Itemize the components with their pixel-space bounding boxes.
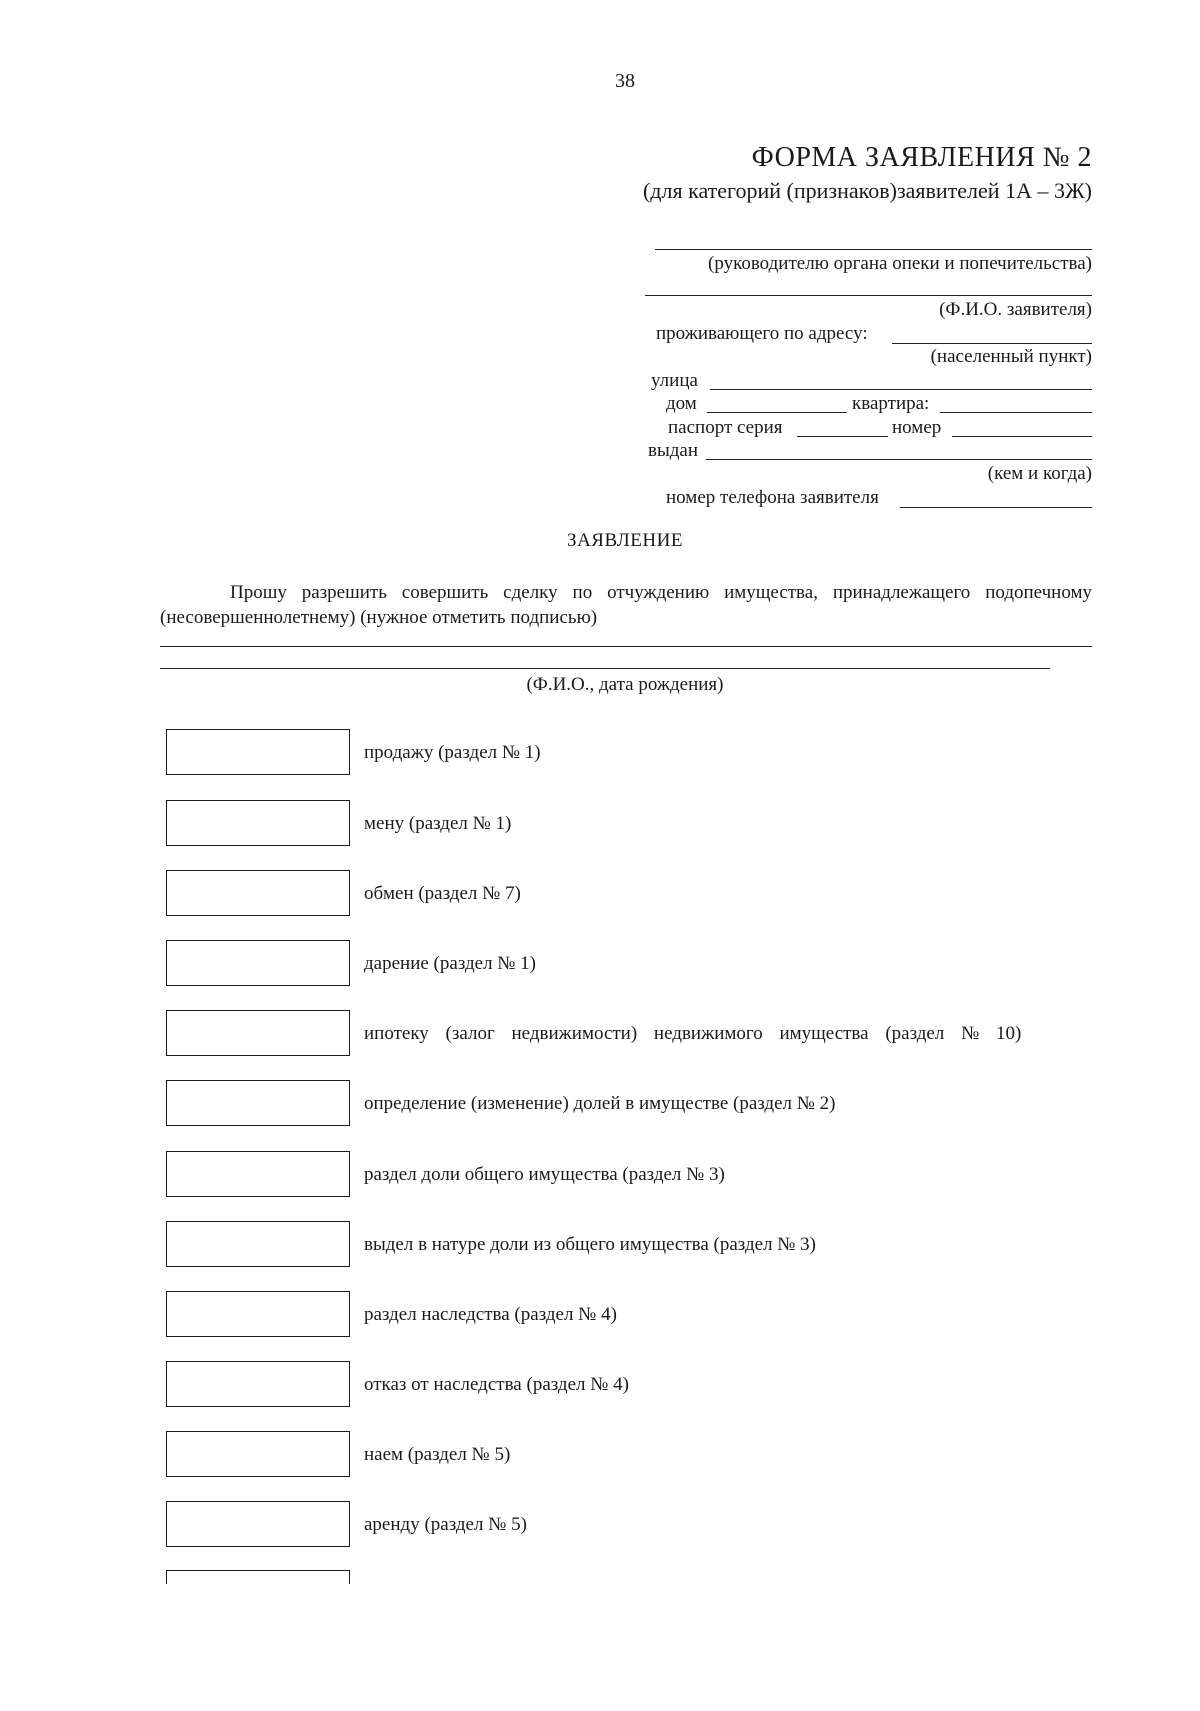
house-label: дом xyxy=(666,393,697,414)
option-label: ипотеку (залог недвижимости) недвижимого имущества (раздел № 10) xyxy=(364,1023,1022,1044)
option-checkbox[interactable] xyxy=(166,1291,350,1337)
page-number: 38 xyxy=(615,70,635,92)
applicant-name-caption: (Ф.И.О. заявителя) xyxy=(939,299,1092,320)
ward-caption: (Ф.И.О., дата рождения) xyxy=(526,674,724,695)
option-checkbox[interactable] xyxy=(166,870,350,916)
house-field[interactable] xyxy=(707,412,847,413)
apartment-field[interactable] xyxy=(940,412,1092,413)
option-label: дарение (раздел № 1) xyxy=(364,953,537,974)
recipient-head-caption: (руководителю органа опеки и попечительства) xyxy=(708,253,1092,274)
ward-field-line-2[interactable] xyxy=(160,668,1050,669)
street-label: улица xyxy=(651,370,698,391)
option-label: раздел наследства (раздел № 4) xyxy=(364,1304,617,1325)
applicant-name-field[interactable] xyxy=(645,295,1092,296)
option-checkbox[interactable] xyxy=(166,1361,350,1407)
address-label: проживающего по адресу: xyxy=(656,323,868,344)
option-checkbox[interactable] xyxy=(166,1221,350,1267)
ward-field-line-1[interactable] xyxy=(160,646,1092,647)
form-subtitle: (для категорий (признаков)заявителей 1А – 3Ж) xyxy=(642,178,1092,203)
option-label: выдел в натуре доли из общего имущества (раздел № 3) xyxy=(364,1234,817,1255)
locality-caption: (населенный пункт) xyxy=(930,346,1092,367)
passport-series-field[interactable] xyxy=(797,436,888,437)
issued-label: выдан xyxy=(648,440,699,461)
phone-label: номер телефона заявителя xyxy=(666,487,879,508)
passport-number-label: номер xyxy=(892,417,942,438)
option-label: обмен (раздел № 7) xyxy=(364,883,521,904)
recipient-head-field[interactable] xyxy=(655,249,1092,250)
phone-field[interactable] xyxy=(900,507,1092,508)
passport-series-label: паспорт серия xyxy=(668,417,783,438)
option-checkbox[interactable] xyxy=(166,800,350,846)
form-title: ФОРМА ЗАЯВЛЕНИЯ № 2 xyxy=(751,142,1092,173)
option-checkbox[interactable] xyxy=(166,1080,350,1126)
option-label: определение (изменение) долей в имуществе (раздел № 2) xyxy=(364,1093,836,1114)
option-label: раздел доли общего имущества (раздел № 3) xyxy=(364,1164,725,1185)
apartment-label: квартира: xyxy=(852,393,930,414)
issued-caption: (кем и когда) xyxy=(987,463,1092,484)
option-label: мену (раздел № 1) xyxy=(364,813,512,834)
statement-text: Прошу разрешить совершить сделку по отчуждению имущества, принадлежащего подопечному (несовершеннолетнему) (нужное отметить подписью) xyxy=(160,582,1092,628)
option-label: отказ от наследства (раздел № 4) xyxy=(364,1374,629,1395)
option-label: продажу (раздел № 1) xyxy=(364,742,541,763)
option-checkbox[interactable] xyxy=(166,1431,350,1477)
passport-number-field[interactable] xyxy=(952,436,1092,437)
option-checkbox[interactable] xyxy=(166,1151,350,1197)
option-checkbox[interactable] xyxy=(166,940,350,986)
option-label: аренду (раздел № 5) xyxy=(364,1514,527,1535)
address-field[interactable] xyxy=(892,343,1092,344)
option-checkbox-partial[interactable] xyxy=(166,1570,350,1584)
option-checkbox[interactable] xyxy=(166,1010,350,1056)
statement-heading: ЗАЯВЛЕНИЕ xyxy=(567,530,683,551)
street-field[interactable] xyxy=(710,389,1092,390)
option-label: наем (раздел № 5) xyxy=(364,1444,511,1465)
option-checkbox[interactable] xyxy=(166,1501,350,1547)
issued-field[interactable] xyxy=(706,459,1092,460)
option-checkbox[interactable] xyxy=(166,729,350,775)
